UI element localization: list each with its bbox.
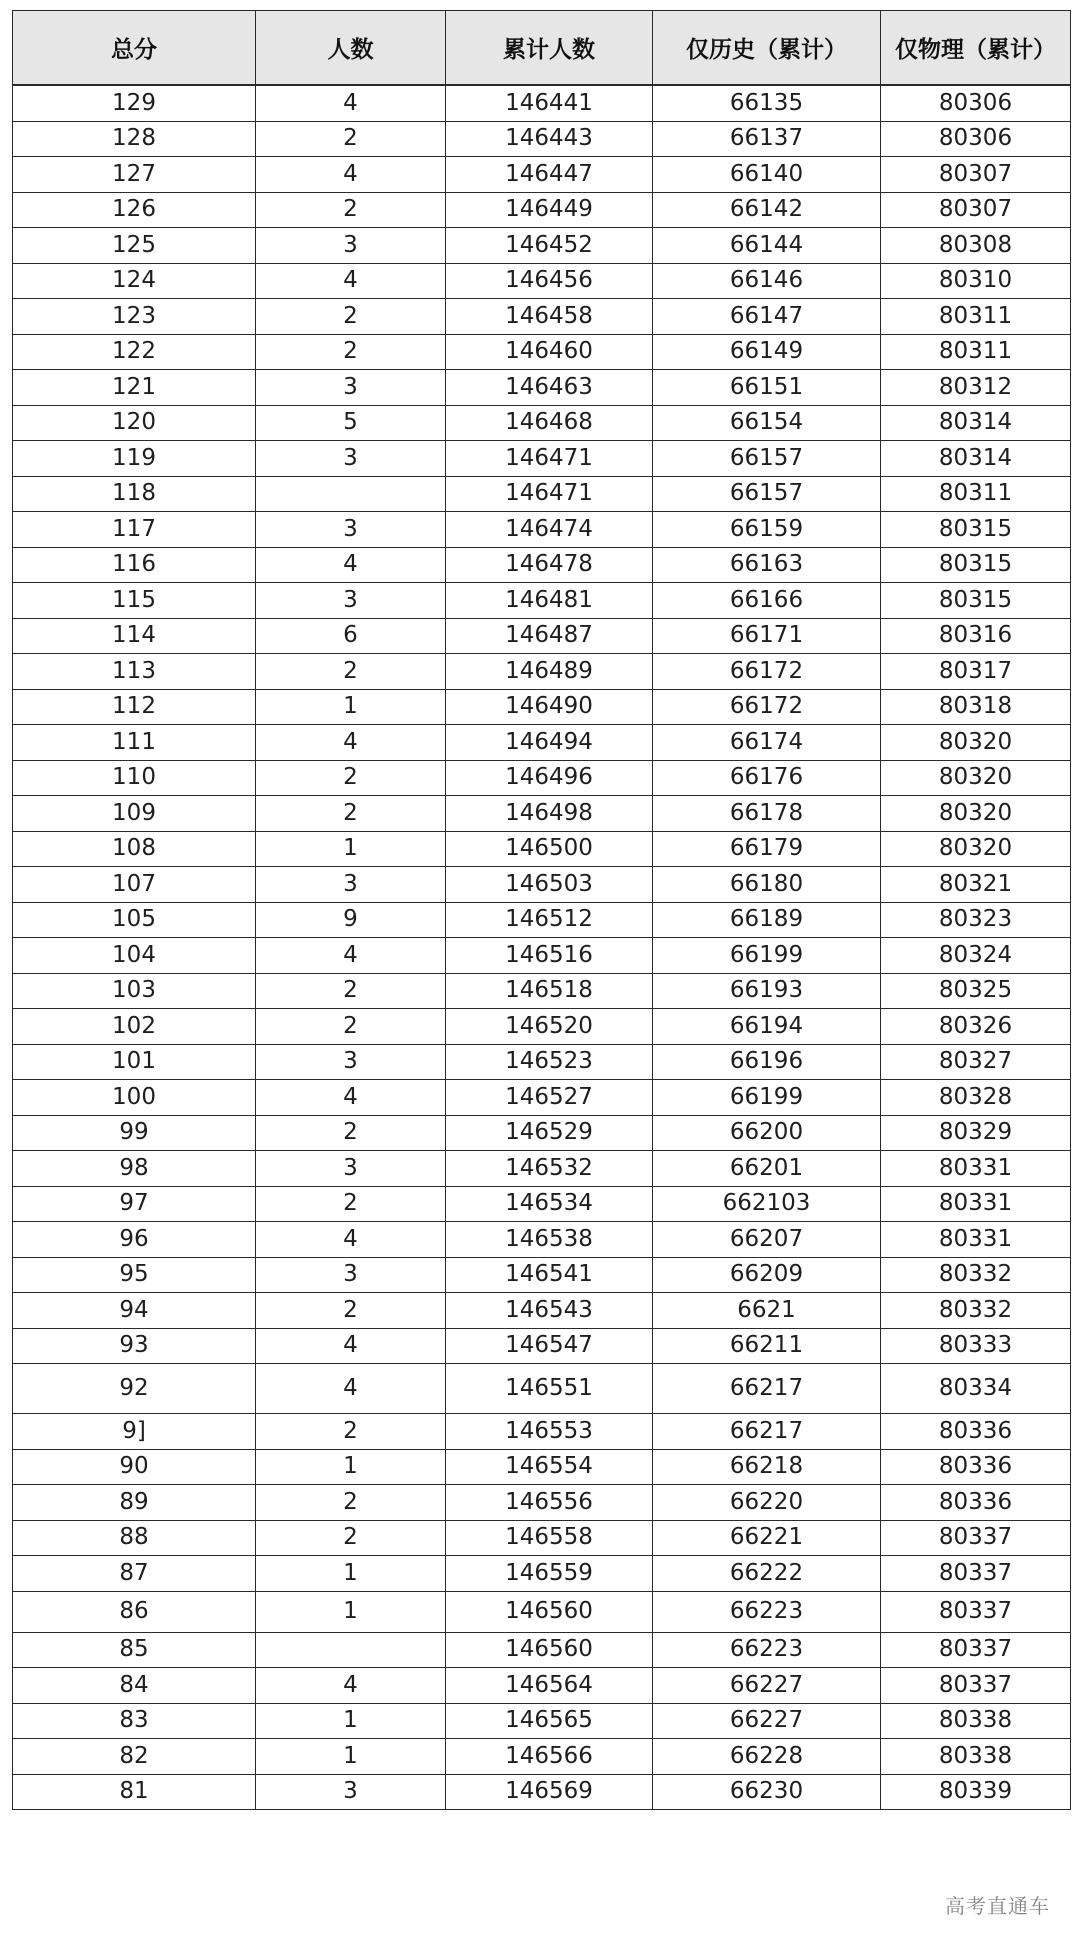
cell-count: 3 <box>256 1774 446 1810</box>
cell-total-score: 113 <box>13 654 256 690</box>
table-body <box>13 85 1071 1810</box>
cell-count: 2 <box>256 1520 446 1556</box>
cell-count: 4 <box>256 1222 446 1258</box>
cell-physics-only-cumulative: 80311 <box>881 299 1071 335</box>
cell-physics-only-cumulative: 80306 <box>881 85 1071 121</box>
table-row <box>13 902 1071 938</box>
cell-total-score: 84 <box>13 1668 256 1704</box>
table-row <box>13 1328 1071 1364</box>
cell-history-only-cumulative: 662103 <box>653 1186 881 1222</box>
table-row <box>13 1080 1071 1116</box>
cell-cumulative-count: 146565 <box>446 1703 653 1739</box>
cell-count: 2 <box>256 299 446 335</box>
cell-history-only-cumulative: 66179 <box>653 831 881 867</box>
cell-total-score: 104 <box>13 938 256 974</box>
cell-count: 1 <box>256 1449 446 1485</box>
cell-total-score: 108 <box>13 831 256 867</box>
cell-count: 1 <box>256 1703 446 1739</box>
cell-history-only-cumulative: 66217 <box>653 1414 881 1450</box>
cell-cumulative-count: 146551 <box>446 1364 653 1414</box>
cell-total-score: 89 <box>13 1485 256 1521</box>
cell-physics-only-cumulative: 80320 <box>881 725 1071 761</box>
cell-physics-only-cumulative: 80311 <box>881 476 1071 512</box>
cell-physics-only-cumulative: 80320 <box>881 831 1071 867</box>
cell-total-score: 85 <box>13 1632 256 1668</box>
cell-history-only-cumulative: 66201 <box>653 1151 881 1187</box>
cell-physics-only-cumulative: 80337 <box>881 1632 1071 1668</box>
cell-physics-only-cumulative: 80336 <box>881 1414 1071 1450</box>
cell-total-score: 129 <box>13 85 256 121</box>
table-row <box>13 228 1071 264</box>
table-row <box>13 583 1071 619</box>
cell-history-only-cumulative: 66154 <box>653 405 881 441</box>
cell-physics-only-cumulative: 80307 <box>881 157 1071 193</box>
cell-history-only-cumulative: 6621 <box>653 1293 881 1329</box>
cell-cumulative-count: 146489 <box>446 654 653 690</box>
header-physics-only-cumulative: 仅物理（累计） <box>881 11 1071 86</box>
cell-cumulative-count: 146527 <box>446 1080 653 1116</box>
cell-total-score: 9] <box>13 1414 256 1450</box>
cell-total-score: 110 <box>13 760 256 796</box>
cell-cumulative-count: 146496 <box>446 760 653 796</box>
cell-count: 2 <box>256 760 446 796</box>
cell-physics-only-cumulative: 80334 <box>881 1364 1071 1414</box>
cell-history-only-cumulative: 66180 <box>653 867 881 903</box>
table-row <box>13 512 1071 548</box>
cell-history-only-cumulative: 66223 <box>653 1632 881 1668</box>
cell-history-only-cumulative: 66218 <box>653 1449 881 1485</box>
table-row <box>13 547 1071 583</box>
cell-total-score: 115 <box>13 583 256 619</box>
cell-count: 2 <box>256 192 446 228</box>
cell-count: 4 <box>256 1328 446 1364</box>
cell-history-only-cumulative: 66172 <box>653 654 881 690</box>
cell-cumulative-count: 146458 <box>446 299 653 335</box>
cell-total-score: 105 <box>13 902 256 938</box>
cell-history-only-cumulative: 66176 <box>653 760 881 796</box>
cell-cumulative-count: 146468 <box>446 405 653 441</box>
cell-cumulative-count: 146547 <box>446 1328 653 1364</box>
cell-physics-only-cumulative: 80316 <box>881 618 1071 654</box>
cell-history-only-cumulative: 66222 <box>653 1556 881 1592</box>
cell-total-score: 103 <box>13 973 256 1009</box>
cell-history-only-cumulative: 66159 <box>653 512 881 548</box>
table-row <box>13 1151 1071 1187</box>
table-row <box>13 1044 1071 1080</box>
cell-cumulative-count: 146498 <box>446 796 653 832</box>
table-row <box>13 1774 1071 1810</box>
cell-history-only-cumulative: 66223 <box>653 1591 881 1632</box>
cell-total-score: 102 <box>13 1009 256 1045</box>
cell-physics-only-cumulative: 80331 <box>881 1222 1071 1258</box>
cell-history-only-cumulative: 66157 <box>653 476 881 512</box>
cell-count: 9 <box>256 902 446 938</box>
table-header <box>13 11 1071 86</box>
header-row <box>13 11 1071 86</box>
cell-history-only-cumulative: 66199 <box>653 1080 881 1116</box>
cell-count: 2 <box>256 1414 446 1450</box>
cell-cumulative-count: 146471 <box>446 441 653 477</box>
cell-total-score: 121 <box>13 370 256 406</box>
cell-count: 4 <box>256 547 446 583</box>
cell-total-score: 127 <box>13 157 256 193</box>
cell-count: 4 <box>256 1668 446 1704</box>
cell-total-score: 81 <box>13 1774 256 1810</box>
cell-physics-only-cumulative: 80333 <box>881 1328 1071 1364</box>
cell-cumulative-count: 146516 <box>446 938 653 974</box>
cell-cumulative-count: 146512 <box>446 902 653 938</box>
cell-physics-only-cumulative: 80331 <box>881 1186 1071 1222</box>
cell-cumulative-count: 146558 <box>446 1520 653 1556</box>
cell-physics-only-cumulative: 80336 <box>881 1449 1071 1485</box>
cell-cumulative-count: 146541 <box>446 1257 653 1293</box>
cell-history-only-cumulative: 66135 <box>653 85 881 121</box>
cell-total-score: 87 <box>13 1556 256 1592</box>
cell-physics-only-cumulative: 80315 <box>881 547 1071 583</box>
cell-history-only-cumulative: 66149 <box>653 334 881 370</box>
table-row <box>13 157 1071 193</box>
cell-history-only-cumulative: 66228 <box>653 1739 881 1775</box>
cell-physics-only-cumulative: 80308 <box>881 228 1071 264</box>
cell-physics-only-cumulative: 80320 <box>881 796 1071 832</box>
cell-total-score: 107 <box>13 867 256 903</box>
table-row <box>13 1668 1071 1704</box>
cell-total-score: 126 <box>13 192 256 228</box>
cell-physics-only-cumulative: 80338 <box>881 1739 1071 1775</box>
cell-total-score: 93 <box>13 1328 256 1364</box>
table-row <box>13 867 1071 903</box>
cell-count <box>256 476 446 512</box>
cell-cumulative-count: 146463 <box>446 370 653 406</box>
table-row <box>13 654 1071 690</box>
cell-history-only-cumulative: 66151 <box>653 370 881 406</box>
cell-physics-only-cumulative: 80326 <box>881 1009 1071 1045</box>
header-count: 人数 <box>256 11 446 86</box>
cell-cumulative-count: 146566 <box>446 1739 653 1775</box>
table-row <box>13 1293 1071 1329</box>
watermark-text: 高考直通车 <box>945 1894 1050 1918</box>
cell-count: 4 <box>256 1080 446 1116</box>
cell-count: 3 <box>256 867 446 903</box>
cell-history-only-cumulative: 66196 <box>653 1044 881 1080</box>
cell-total-score: 114 <box>13 618 256 654</box>
table-row <box>13 1632 1071 1668</box>
cell-physics-only-cumulative: 80321 <box>881 867 1071 903</box>
table-row <box>13 1556 1071 1592</box>
cell-count: 4 <box>256 263 446 299</box>
cell-count: 5 <box>256 405 446 441</box>
table-row <box>13 1449 1071 1485</box>
cell-count: 3 <box>256 370 446 406</box>
cell-physics-only-cumulative: 80311 <box>881 334 1071 370</box>
cell-physics-only-cumulative: 80338 <box>881 1703 1071 1739</box>
cell-count: 2 <box>256 973 446 1009</box>
header-total-score: 总分 <box>13 11 256 86</box>
cell-total-score: 111 <box>13 725 256 761</box>
cell-history-only-cumulative: 66189 <box>653 902 881 938</box>
cell-count: 3 <box>256 441 446 477</box>
cell-total-score: 101 <box>13 1044 256 1080</box>
cell-count: 2 <box>256 796 446 832</box>
header-history-only-cumulative: 仅历史（累计） <box>653 11 881 86</box>
cell-cumulative-count: 146500 <box>446 831 653 867</box>
cell-count: 4 <box>256 725 446 761</box>
cell-physics-only-cumulative: 80307 <box>881 192 1071 228</box>
table-row <box>13 725 1071 761</box>
cell-total-score: 100 <box>13 1080 256 1116</box>
cell-count: 2 <box>256 1115 446 1151</box>
table-row <box>13 1485 1071 1521</box>
cell-total-score: 123 <box>13 299 256 335</box>
score-distribution-table <box>12 10 1071 1810</box>
cell-physics-only-cumulative: 80312 <box>881 370 1071 406</box>
cell-history-only-cumulative: 66217 <box>653 1364 881 1414</box>
cell-physics-only-cumulative: 80332 <box>881 1257 1071 1293</box>
cell-physics-only-cumulative: 80327 <box>881 1044 1071 1080</box>
cell-count: 1 <box>256 1556 446 1592</box>
table-row <box>13 973 1071 1009</box>
cell-cumulative-count: 146503 <box>446 867 653 903</box>
cell-cumulative-count: 146474 <box>446 512 653 548</box>
table-row <box>13 1703 1071 1739</box>
cell-count <box>256 1632 446 1668</box>
cell-cumulative-count: 146441 <box>446 85 653 121</box>
cell-count: 3 <box>256 1257 446 1293</box>
cell-count: 2 <box>256 1293 446 1329</box>
cell-count: 2 <box>256 334 446 370</box>
cell-total-score: 90 <box>13 1449 256 1485</box>
cell-total-score: 96 <box>13 1222 256 1258</box>
cell-history-only-cumulative: 66137 <box>653 121 881 157</box>
cell-physics-only-cumulative: 80320 <box>881 760 1071 796</box>
cell-physics-only-cumulative: 80339 <box>881 1774 1071 1810</box>
cell-history-only-cumulative: 66163 <box>653 547 881 583</box>
table-row <box>13 618 1071 654</box>
cell-history-only-cumulative: 66209 <box>653 1257 881 1293</box>
cell-history-only-cumulative: 66166 <box>653 583 881 619</box>
table-row <box>13 796 1071 832</box>
cell-total-score: 83 <box>13 1703 256 1739</box>
table-row <box>13 1364 1071 1414</box>
cell-cumulative-count: 146534 <box>446 1186 653 1222</box>
cell-cumulative-count: 146559 <box>446 1556 653 1592</box>
cell-cumulative-count: 146449 <box>446 192 653 228</box>
cell-count: 3 <box>256 512 446 548</box>
cell-history-only-cumulative: 66227 <box>653 1668 881 1704</box>
cell-history-only-cumulative: 66230 <box>653 1774 881 1810</box>
table-row <box>13 1009 1071 1045</box>
table-row <box>13 299 1071 335</box>
table-row <box>13 405 1071 441</box>
cell-physics-only-cumulative: 80323 <box>881 902 1071 938</box>
score-distribution-sheet <box>12 10 1070 1810</box>
cell-cumulative-count: 146452 <box>446 228 653 264</box>
cell-count: 2 <box>256 1186 446 1222</box>
cell-cumulative-count: 146471 <box>446 476 653 512</box>
cell-cumulative-count: 146543 <box>446 1293 653 1329</box>
table-row <box>13 1222 1071 1258</box>
cell-cumulative-count: 146523 <box>446 1044 653 1080</box>
cell-count: 4 <box>256 938 446 974</box>
table-row <box>13 1414 1071 1450</box>
cell-count: 4 <box>256 1364 446 1414</box>
cell-total-score: 95 <box>13 1257 256 1293</box>
cell-count: 4 <box>256 85 446 121</box>
cell-history-only-cumulative: 66172 <box>653 689 881 725</box>
cell-total-score: 109 <box>13 796 256 832</box>
cell-count: 4 <box>256 157 446 193</box>
cell-cumulative-count: 146553 <box>446 1414 653 1450</box>
cell-history-only-cumulative: 66207 <box>653 1222 881 1258</box>
cell-total-score: 98 <box>13 1151 256 1187</box>
cell-count: 3 <box>256 1151 446 1187</box>
table-row <box>13 85 1071 121</box>
cell-cumulative-count: 146518 <box>446 973 653 1009</box>
table-row <box>13 1591 1071 1632</box>
cell-cumulative-count: 146494 <box>446 725 653 761</box>
cell-count: 3 <box>256 583 446 619</box>
cell-history-only-cumulative: 66142 <box>653 192 881 228</box>
cell-count: 2 <box>256 1485 446 1521</box>
cell-total-score: 120 <box>13 405 256 441</box>
table-row <box>13 263 1071 299</box>
cell-physics-only-cumulative: 80317 <box>881 654 1071 690</box>
cell-cumulative-count: 146569 <box>446 1774 653 1810</box>
cell-total-score: 122 <box>13 334 256 370</box>
cell-total-score: 117 <box>13 512 256 548</box>
cell-cumulative-count: 146481 <box>446 583 653 619</box>
table-row <box>13 1257 1071 1293</box>
table-row <box>13 192 1071 228</box>
cell-history-only-cumulative: 66147 <box>653 299 881 335</box>
cell-physics-only-cumulative: 80337 <box>881 1591 1071 1632</box>
cell-physics-only-cumulative: 80337 <box>881 1668 1071 1704</box>
table-row <box>13 831 1071 867</box>
table-row <box>13 1520 1071 1556</box>
table-row <box>13 370 1071 406</box>
cell-history-only-cumulative: 66199 <box>653 938 881 974</box>
cell-history-only-cumulative: 66227 <box>653 1703 881 1739</box>
cell-cumulative-count: 146554 <box>446 1449 653 1485</box>
cell-physics-only-cumulative: 80328 <box>881 1080 1071 1116</box>
cell-physics-only-cumulative: 80337 <box>881 1520 1071 1556</box>
cell-cumulative-count: 146529 <box>446 1115 653 1151</box>
cell-total-score: 94 <box>13 1293 256 1329</box>
cell-cumulative-count: 146564 <box>446 1668 653 1704</box>
table-row <box>13 938 1071 974</box>
cell-total-score: 124 <box>13 263 256 299</box>
cell-physics-only-cumulative: 80337 <box>881 1556 1071 1592</box>
cell-physics-only-cumulative: 80314 <box>881 441 1071 477</box>
cell-cumulative-count: 146460 <box>446 334 653 370</box>
cell-cumulative-count: 146560 <box>446 1632 653 1668</box>
cell-cumulative-count: 146520 <box>446 1009 653 1045</box>
cell-cumulative-count: 146456 <box>446 263 653 299</box>
cell-physics-only-cumulative: 80306 <box>881 121 1071 157</box>
cell-history-only-cumulative: 66140 <box>653 157 881 193</box>
table-row <box>13 760 1071 796</box>
cell-total-score: 118 <box>13 476 256 512</box>
table-row <box>13 476 1071 512</box>
cell-physics-only-cumulative: 80325 <box>881 973 1071 1009</box>
cell-total-score: 116 <box>13 547 256 583</box>
cell-cumulative-count: 146556 <box>446 1485 653 1521</box>
cell-cumulative-count: 146487 <box>446 618 653 654</box>
cell-history-only-cumulative: 66194 <box>653 1009 881 1045</box>
cell-physics-only-cumulative: 80336 <box>881 1485 1071 1521</box>
cell-physics-only-cumulative: 80310 <box>881 263 1071 299</box>
table-row <box>13 441 1071 477</box>
cell-history-only-cumulative: 66157 <box>653 441 881 477</box>
cell-physics-only-cumulative: 80315 <box>881 583 1071 619</box>
cell-cumulative-count: 146560 <box>446 1591 653 1632</box>
cell-physics-only-cumulative: 80314 <box>881 405 1071 441</box>
cell-history-only-cumulative: 66200 <box>653 1115 881 1151</box>
cell-total-score: 128 <box>13 121 256 157</box>
cell-total-score: 112 <box>13 689 256 725</box>
cell-count: 1 <box>256 1739 446 1775</box>
cell-count: 2 <box>256 654 446 690</box>
cell-cumulative-count: 146532 <box>446 1151 653 1187</box>
cell-history-only-cumulative: 66211 <box>653 1328 881 1364</box>
cell-physics-only-cumulative: 80315 <box>881 512 1071 548</box>
cell-physics-only-cumulative: 80332 <box>881 1293 1071 1329</box>
table-row <box>13 121 1071 157</box>
cell-physics-only-cumulative: 80331 <box>881 1151 1071 1187</box>
cell-total-score: 97 <box>13 1186 256 1222</box>
cell-count: 1 <box>256 1591 446 1632</box>
cell-history-only-cumulative: 66178 <box>653 796 881 832</box>
cell-total-score: 88 <box>13 1520 256 1556</box>
cell-history-only-cumulative: 66146 <box>653 263 881 299</box>
cell-history-only-cumulative: 66144 <box>653 228 881 264</box>
cell-count: 2 <box>256 121 446 157</box>
cell-history-only-cumulative: 66193 <box>653 973 881 1009</box>
cell-cumulative-count: 146538 <box>446 1222 653 1258</box>
cell-cumulative-count: 146443 <box>446 121 653 157</box>
cell-count: 1 <box>256 689 446 725</box>
cell-cumulative-count: 146447 <box>446 157 653 193</box>
cell-history-only-cumulative: 66221 <box>653 1520 881 1556</box>
cell-physics-only-cumulative: 80329 <box>881 1115 1071 1151</box>
cell-count: 6 <box>256 618 446 654</box>
cell-total-score: 99 <box>13 1115 256 1151</box>
table-row <box>13 1115 1071 1151</box>
cell-history-only-cumulative: 66171 <box>653 618 881 654</box>
cell-total-score: 82 <box>13 1739 256 1775</box>
table-row <box>13 1739 1071 1775</box>
cell-physics-only-cumulative: 80324 <box>881 938 1071 974</box>
cell-cumulative-count: 146478 <box>446 547 653 583</box>
cell-history-only-cumulative: 66174 <box>653 725 881 761</box>
cell-total-score: 119 <box>13 441 256 477</box>
header-cumulative-count: 累计人数 <box>446 11 653 86</box>
table-row <box>13 1186 1071 1222</box>
cell-total-score: 92 <box>13 1364 256 1414</box>
cell-count: 3 <box>256 228 446 264</box>
cell-total-score: 125 <box>13 228 256 264</box>
cell-cumulative-count: 146490 <box>446 689 653 725</box>
cell-total-score: 86 <box>13 1591 256 1632</box>
cell-count: 3 <box>256 1044 446 1080</box>
cell-count: 2 <box>256 1009 446 1045</box>
table-row <box>13 334 1071 370</box>
table-row <box>13 689 1071 725</box>
cell-physics-only-cumulative: 80318 <box>881 689 1071 725</box>
cell-history-only-cumulative: 66220 <box>653 1485 881 1521</box>
cell-count: 1 <box>256 831 446 867</box>
